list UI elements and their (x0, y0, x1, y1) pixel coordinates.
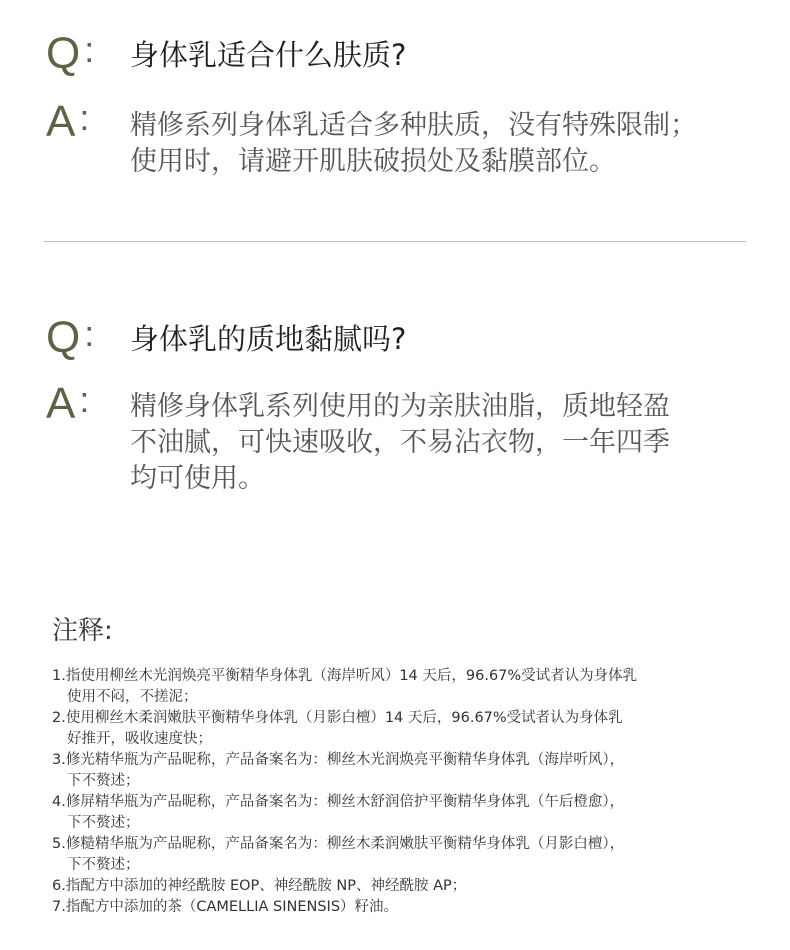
answer-colon: : (79, 379, 90, 420)
note-line: 3.修光精华瓶为产品昵称，产品备案名为：柳丝木光润焕亮平衡精华身体乳（海岸听风）， (52, 752, 625, 768)
note-line: 2.使用柳丝木柔润嫩肤平衡精华身体乳（月影白檀）14 天后，96.67%受试者认为身体乳 (52, 710, 623, 726)
note-item (52, 666, 762, 708)
note-line: 6.指配方中添加的神经酰胺 EOP、神经酰胺 NP、神经酰胺 AP； (52, 878, 467, 894)
note-item (52, 750, 762, 792)
question-colon: : (84, 29, 95, 70)
answer-line: 精修身体乳系列使用的为亲肤油脂，质地轻盈 (130, 391, 670, 422)
note-line-continued: 下不赘述； (67, 857, 140, 873)
note-line: 1.指使用柳丝木光润焕亮平衡精华身体乳（海岸听风）14 天后，96.67%受试者认为身体乳 (52, 668, 638, 684)
answer-letter: A (46, 97, 76, 146)
note-item (52, 876, 762, 897)
notes-list (52, 666, 762, 918)
section-divider (44, 241, 746, 242)
note-line-continued: 使用不闷，不搓泥； (67, 689, 198, 705)
note-item (52, 834, 762, 876)
question-text: 身体乳的质地黏腻吗? (130, 322, 407, 356)
question-text: 身体乳适合什么肤质? (130, 38, 407, 72)
answer-line: 均可使用。 (130, 463, 265, 494)
question-letter: Q (46, 313, 81, 362)
note-line: 7.指配方中添加的茶（CAMELLIA SINENSIS）籽油。 (52, 899, 399, 915)
note-line: 4.修屏精华瓶为产品昵称，产品备案名为：柳丝木舒润倍护平衡精华身体乳（午后橙愈）， (52, 794, 625, 810)
question-marker (46, 313, 95, 362)
answer-text (130, 108, 770, 180)
note-line: 5.修糙精华瓶为产品昵称，产品备案名为：柳丝木柔润嫩肤平衡精华身体乳（月影白檀）， (52, 836, 625, 852)
answer-line: 精修系列身体乳适合多种肤质，没有特殊限制； (130, 110, 697, 141)
note-item (52, 708, 762, 750)
answer-marker (46, 379, 90, 428)
question-marker (46, 29, 95, 78)
note-line-continued: 下不赘述； (67, 773, 140, 789)
answer-text (130, 389, 770, 497)
answer-line: 使用时，请避开肌肤破损处及黏膜部位。 (130, 146, 616, 177)
question-colon: : (84, 313, 95, 354)
note-line-continued: 下不赘述； (67, 815, 140, 831)
question-letter: Q (46, 29, 81, 78)
answer-line: 不油腻，可快速吸收，不易沾衣物，一年四季 (130, 427, 670, 458)
note-item (52, 792, 762, 834)
answer-letter: A (46, 379, 76, 428)
answer-marker (46, 97, 90, 146)
note-line-continued: 好推开，吸收速度快； (67, 731, 212, 747)
answer-colon: : (79, 97, 90, 138)
note-item (52, 897, 762, 918)
notes-title: 注释: (52, 616, 113, 646)
